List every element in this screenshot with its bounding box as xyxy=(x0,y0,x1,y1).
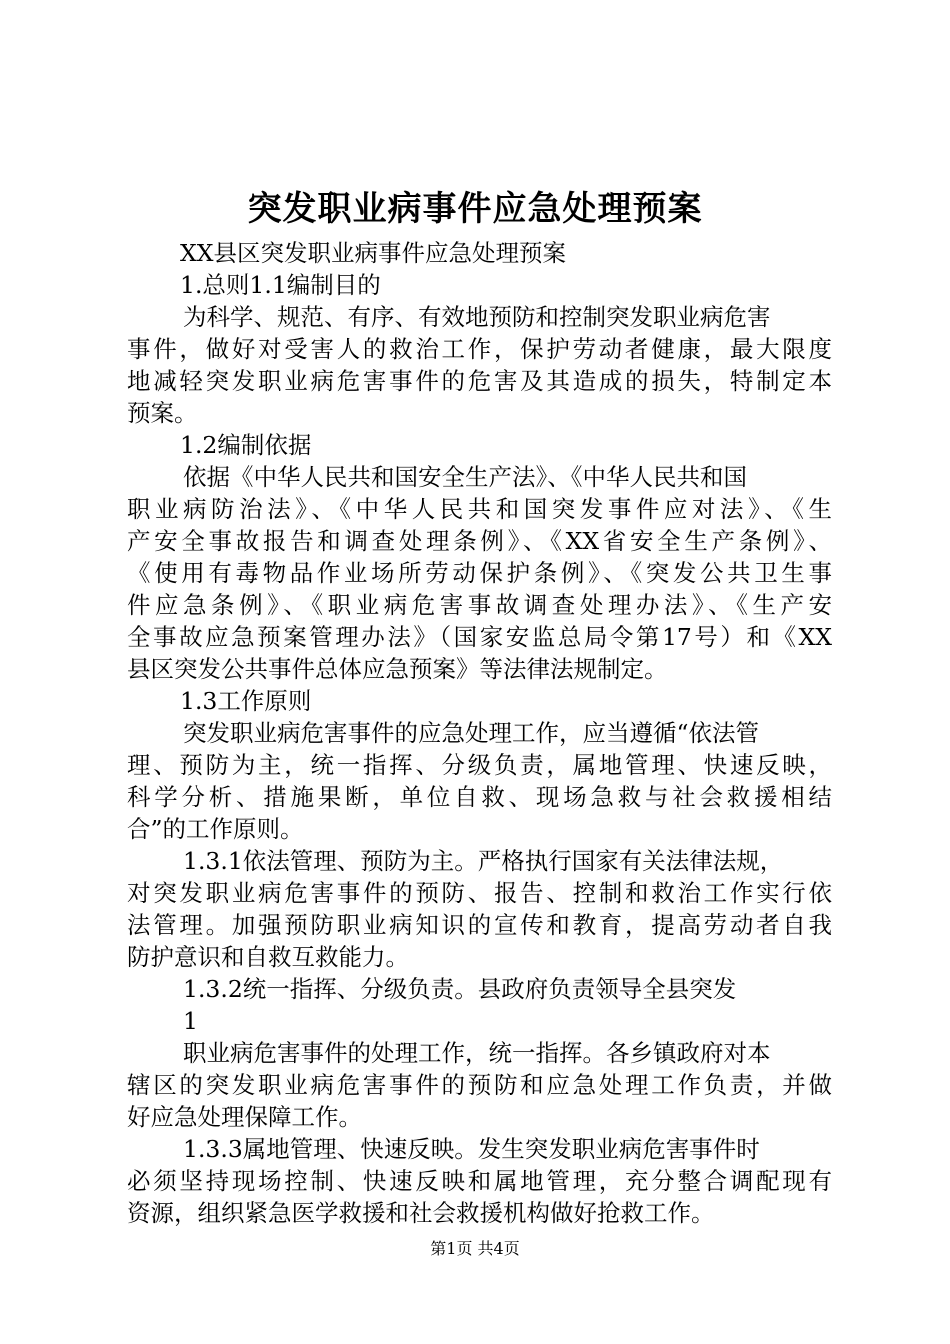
paragraph-line: 必须坚持现场控制、快速反映和属地管理，充分整合调配现有 xyxy=(127,1167,832,1195)
paragraph-line: 件应急条例》、《职业病危害事故调查处理办法》、《生产安 xyxy=(127,591,832,619)
document-title: 突发职业病事件应急处理预案 xyxy=(247,189,703,229)
paragraph-line: 地减轻突发职业病危害事件的危害及其造成的损失，特制定本 xyxy=(127,367,832,395)
paragraph-line: 好应急处理保障工作。 xyxy=(127,1103,362,1131)
paragraph-line: 县区突发公共事件总体应急预案》等法律法规制定。 xyxy=(127,655,668,683)
section-heading: 1.2编制依据 xyxy=(180,431,312,459)
paragraph-line: 依据《中华人民共和国安全生产法》、《中华人民共和国 xyxy=(183,463,747,491)
paragraph-line: 法管理。加强预防职业病知识的宣传和教育，提高劳动者自我 xyxy=(127,911,832,939)
paragraph-line: 产安全事故报告和调查处理条例》、《XX省安全生产条例》、 xyxy=(127,527,832,555)
paragraph-line: 1.3.2统一指挥、分级负责。县政府负责领导全县突发 xyxy=(183,975,737,1003)
paragraph-line: 辖区的突发职业病危害事件的预防和应急处理工作负责，并做 xyxy=(127,1071,832,1099)
paragraph-line: 科学分析、措施果断，单位自救、现场急救与社会救援相结 xyxy=(127,783,832,811)
page-footer: 第1页 共4页 xyxy=(430,1239,520,1258)
paragraph-line: 1.3.1依法管理、预防为主。严格执行国家有关法律法规， xyxy=(183,847,784,875)
paragraph-line: 事件，做好对受害人的救治工作，保护劳动者健康，最大限度 xyxy=(127,335,832,363)
paragraph-line: 预案。 xyxy=(127,399,198,427)
paragraph-line: 职业病危害事件的处理工作，统一指挥。各乡镇政府对本 xyxy=(183,1039,771,1067)
paragraph-line: 为科学、规范、有序、有效地预防和控制突发职业病危害 xyxy=(183,303,771,331)
paragraph-line: 《使用有毒物品作业场所劳动保护条例》、《突发公共卫生事 xyxy=(127,559,832,587)
paragraph-line: 理、预防为主，统一指挥、分级负责，属地管理、快速反映， xyxy=(127,751,832,779)
paragraph-line: XX县区突发职业病事件应急处理预案 xyxy=(180,239,566,267)
paragraph-line: 职业病防治法》、《中华人民共和国突发事件应对法》、《生 xyxy=(127,495,832,523)
paragraph-line: 对突发职业病危害事件的预防、报告、控制和救治工作实行依 xyxy=(127,879,832,907)
paragraph-line: 合”的工作原则。 xyxy=(127,815,304,843)
paragraph-line: 突发职业病危害事件的应急处理工作，应当遵循“依法管 xyxy=(183,719,760,747)
paragraph-line: 1.3.3属地管理、快速反映。发生突发职业病危害事件时 xyxy=(183,1135,760,1163)
paragraph-line: 全事故应急预案管理办法》（国家安监总局令第17号）和《XX xyxy=(127,623,832,651)
section-heading: 1.3工作原则 xyxy=(180,687,312,715)
section-heading: 1.总则1.1编制目的 xyxy=(180,271,381,299)
inline-page-number: 1 xyxy=(183,1007,198,1035)
paragraph-line: 资源，组织紧急医学救援和社会救援机构做好抢救工作。 xyxy=(127,1199,715,1227)
paragraph-line: 防护意识和自救互救能力。 xyxy=(127,943,409,971)
